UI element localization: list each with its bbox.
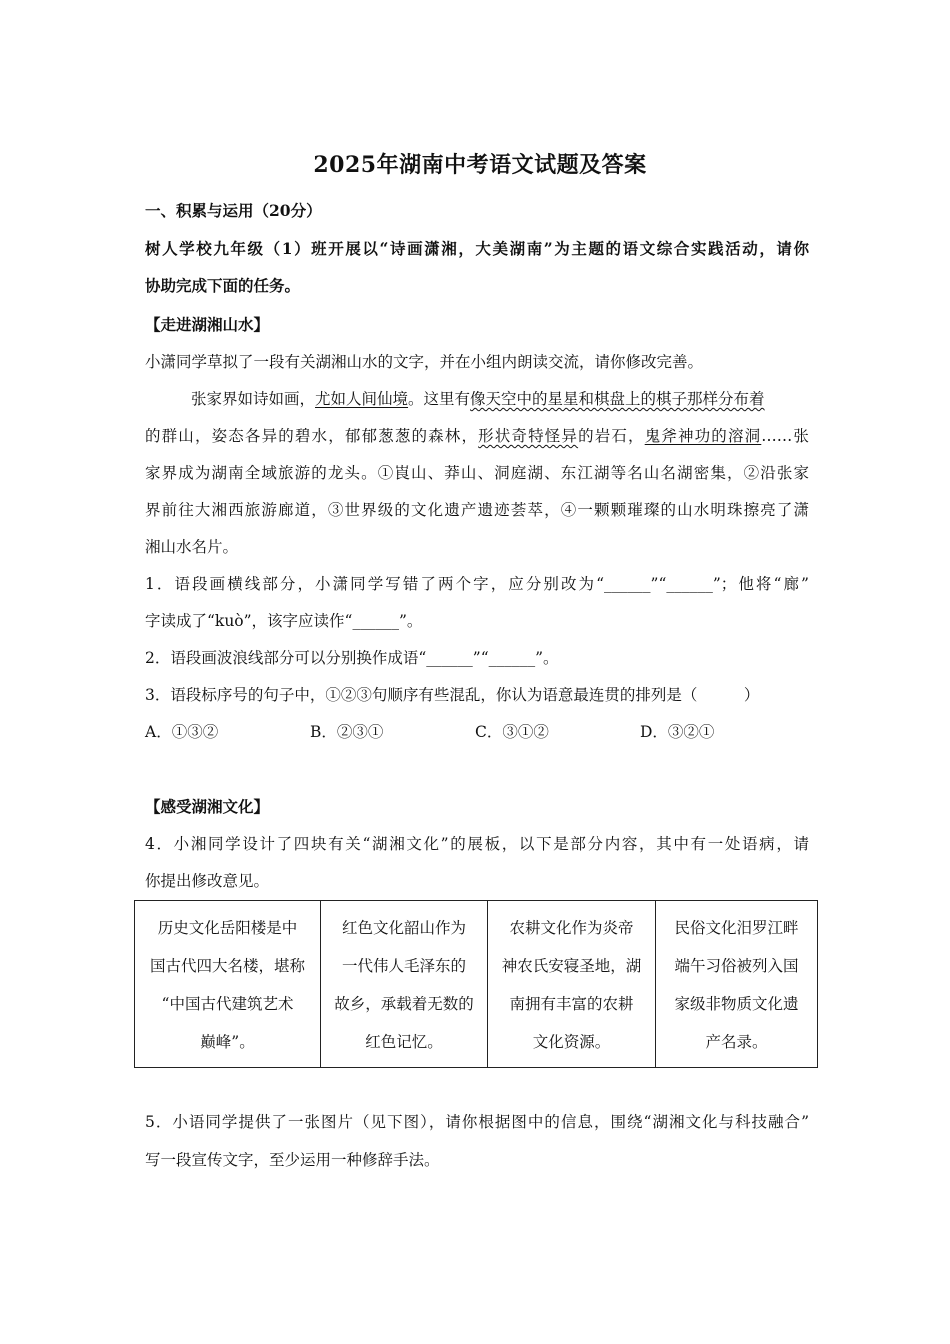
passage-text: ……张 <box>761 427 809 445</box>
underlined-phrase: 鬼斧神功的溶洞 <box>644 427 762 445</box>
board-line: 文化资源。 <box>532 1033 611 1051</box>
board-farming <box>488 901 656 1068</box>
board-line: 红色文化韶山作为 <box>341 919 466 937</box>
question-1-line-2: 字读成了“kuò”，该字应读作“______”。 <box>145 612 423 630</box>
question-5-line-1: 5．小语同学提供了一张图片（见下图），请你根据图中的信息，围绕“湖湘文化与科技融合” <box>145 1113 809 1131</box>
board-folk-custom <box>656 901 818 1068</box>
table-row <box>135 901 818 1068</box>
passage-text: 的岩石， <box>578 427 645 445</box>
wavy-underlined-phrase: 形状奇特怪异 <box>478 427 579 445</box>
board-line: 农耕文化作为炎帝 <box>509 919 634 937</box>
passage-text: 张家界如诗如画， <box>191 390 316 408</box>
passage-line-5: 湘山水名片。 <box>145 538 239 556</box>
board-line: 家级非物质文化遗 <box>674 995 799 1013</box>
board-line: 民俗文化汨罗江畔 <box>674 919 799 937</box>
subsection-intro: 小潇同学草拟了一段有关湖湘山水的文字，并在小组内朗读交流，请你修改完善。 <box>145 353 704 371</box>
question-4-line-1: 4．小湘同学设计了四块有关“湖湘文化”的展板，以下是部分内容，其中有一处语病，请 <box>145 835 809 853</box>
intro-line-2: 协助完成下面的任务。 <box>145 276 301 295</box>
question-3: 3．语段标序号的句子中，①②③句顺序有些混乱，你认为语意最连贯的排列是（ ） <box>145 686 760 704</box>
passage-text: 的群山，姿态各异的碧水，郁郁葱葱的森林， <box>145 427 479 445</box>
question-1-line-1: 1．语段画横线部分，小潇同学写错了两个字，应分别改为“______”“______”；他将“廊” <box>145 575 809 593</box>
board-line: 一代伟人毛泽东的 <box>341 957 466 975</box>
board-line: “中国古代建筑艺术 <box>161 995 294 1013</box>
board-line: 神农氏安寝圣地，湖 <box>501 957 642 975</box>
passage-line-1 <box>191 389 765 409</box>
section-heading: 一、积累与运用（20分） <box>145 201 322 220</box>
board-line: 南拥有丰富的农耕 <box>509 995 634 1013</box>
subsection-heading-landscape: 【走进湖湘山水】 <box>145 315 270 334</box>
passage-line-2 <box>145 426 809 446</box>
board-line: 国古代四大名楼，堪称 <box>149 957 305 975</box>
passage-line-4: 界前往大湘西旅游廊道，③世界级的文化遗产遗迹荟萃，④一颗颗璀璨的山水明珠擦亮了潇 <box>145 501 809 519</box>
board-line: 故乡，承载着无数的 <box>334 995 474 1013</box>
board-history <box>135 901 321 1068</box>
board-line: 历史文化岳阳楼是中 <box>157 919 298 937</box>
option-b[interactable]: B．②③① <box>310 723 384 741</box>
passage-text: 。这里有 <box>408 390 471 408</box>
wavy-underlined-phrase: 像天空中的星星和棋盘上的棋子那样分布着 <box>470 390 765 408</box>
passage-line-3: 家界成为湖南全域旅游的龙头。①崀山、莽山、洞庭湖、东江湖等名山名湖密集，②沿张家 <box>145 464 809 482</box>
board-line: 产名录。 <box>705 1033 768 1051</box>
board-line: 红色记忆。 <box>365 1033 443 1051</box>
option-d[interactable]: D．③②① <box>640 723 715 741</box>
board-line: 端午习俗被列入国 <box>674 957 799 975</box>
board-line: 巅峰”。 <box>200 1033 255 1051</box>
culture-boards-table <box>134 900 818 1068</box>
board-red-culture <box>321 901 488 1068</box>
question-3-options <box>145 722 815 742</box>
underlined-phrase: 尤如人间仙境 <box>315 390 409 408</box>
question-4-line-2: 你提出修改意见。 <box>145 872 270 890</box>
option-a[interactable]: A．①③② <box>145 723 219 741</box>
subsection-heading-culture: 【感受湖湘文化】 <box>145 797 270 816</box>
question-2: 2．语段画波浪线部分可以分别换作成语“______”“______”。 <box>145 649 559 667</box>
page-title: 2025年湖南中考语文试题及答案 <box>313 152 647 178</box>
intro-line-1: 树人学校九年级（1）班开展以“诗画潇湘，大美湖南”为主题的语文综合实践活动，请你 <box>145 239 809 258</box>
question-5-line-2: 写一段宣传文字，至少运用一种修辞手法。 <box>145 1151 440 1169</box>
option-c[interactable]: C．③①② <box>475 723 549 741</box>
